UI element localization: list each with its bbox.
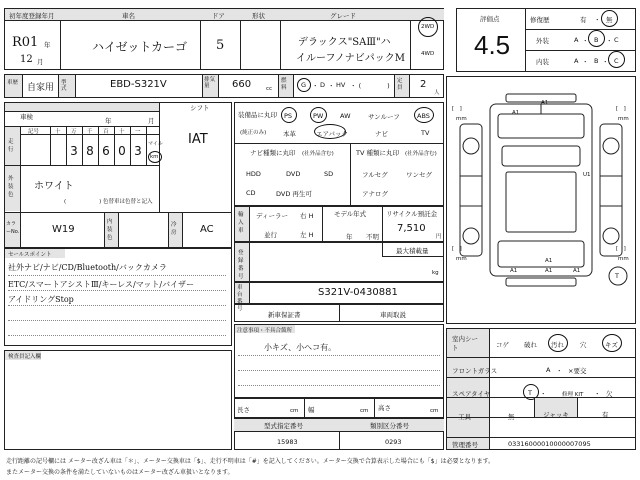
inspect-month-unit: 月	[148, 117, 155, 125]
bracket-tl: [ ]	[452, 106, 462, 112]
import-right: 右 H	[300, 212, 314, 220]
tv-oneseg: ワンセグ	[406, 171, 432, 179]
tools-value: 無	[508, 413, 515, 421]
navi-cd: CD	[246, 189, 256, 197]
odo-header-sen: 千	[87, 129, 93, 135]
spare-label: スペアタイヤ	[452, 390, 491, 398]
type-label: 型式指定番号	[264, 422, 303, 430]
model-year-label: モデル年式	[334, 210, 367, 218]
tv-fullseg: フルセグ	[362, 171, 388, 179]
mm-tl: mm	[456, 116, 467, 122]
use-label: 車歴	[7, 80, 19, 86]
reg-year-unit: 年	[44, 41, 51, 49]
interior-label: 内装	[536, 58, 549, 66]
manage-label: 管理番号	[452, 441, 478, 449]
sales-line2: ETC/スマートアシストⅢ/キーレス/マット/バイザー	[8, 280, 195, 289]
inspect-year-unit: 年	[105, 117, 112, 125]
spare-t: T	[528, 389, 532, 397]
displacement-label: 排気量	[204, 77, 216, 89]
aircon-label: 冷房	[171, 222, 177, 236]
equip-abs: ABS	[417, 112, 430, 120]
grade-line2: イルーフノナビパックM	[296, 53, 405, 64]
equip-tv: TV	[421, 129, 430, 137]
notes-text: 小キズ、小ヘコ有。	[264, 343, 337, 352]
mark-a1-front-left: A1	[541, 100, 549, 106]
model-year-unknown: 不明	[366, 233, 379, 241]
import-parallel: 並行	[264, 231, 277, 239]
mark-a1-rear-1: A1	[545, 258, 553, 264]
shape-label: 形状	[252, 12, 265, 20]
grade-line1: デラックス"SAⅢ"ハ	[298, 37, 391, 48]
navi-dvd-play: DVD 再生可	[276, 190, 312, 198]
bracket-tr: [ ]	[616, 106, 626, 112]
tv-note: (社外品含む)	[405, 151, 437, 157]
repair-yes: 有	[580, 16, 587, 24]
cabin-stain: 汚れ	[551, 341, 564, 349]
mark-a1-rear-3: A1	[545, 268, 553, 274]
reg-month-value: 12	[20, 54, 33, 65]
bracket-br: [ ]	[616, 246, 626, 252]
equip-pw: PW	[313, 112, 324, 120]
max-load-unit: kg	[432, 270, 439, 276]
windshield-label: フロントガラス	[452, 367, 498, 375]
km-label: km	[150, 154, 159, 160]
car-body-diagram	[446, 76, 636, 324]
reg-year-value: R01	[12, 35, 39, 50]
interior-color-label: 内装色	[107, 219, 113, 241]
aircon-value: AC	[200, 224, 214, 235]
mark-a1-rear-2: A1	[510, 268, 518, 274]
inspect-label: 車検	[20, 113, 33, 121]
reg-number-label: 登録番号	[238, 250, 244, 280]
manual: 車両取説	[380, 311, 406, 319]
capacity-unit: 人	[434, 90, 440, 96]
navi-sd: SD	[324, 170, 334, 178]
model-value: EBD-S321V	[110, 79, 167, 90]
exterior-label: 外装	[536, 37, 549, 45]
fuel-g: G	[301, 81, 307, 89]
cabin-scratch: キズ	[605, 341, 618, 349]
interior-grade-a: A	[574, 57, 579, 65]
tv-analog: アナログ	[362, 190, 388, 198]
equip-sunroof: サンルーフ	[368, 113, 400, 121]
car-name-value: ハイゼットカーゴ	[92, 40, 188, 54]
notes-label: 注意事項・不具合箇所	[237, 328, 293, 334]
car-name-label: 車名	[122, 12, 135, 20]
equipment-note: (純正のみ)	[240, 130, 267, 136]
mm-bl: mm	[456, 256, 467, 262]
manage-value: 03316000010000007095	[508, 440, 591, 448]
color-value: ホワイト	[34, 181, 74, 192]
color-change-note: ( ) 色替車は色替と記入	[64, 199, 153, 205]
equip-airbag: エアバック	[316, 130, 348, 138]
odo-header-10man: 十	[55, 129, 61, 135]
jack-label: ジャッキ	[543, 411, 569, 419]
mark-a1-rear-4: A1	[573, 268, 581, 274]
type-value: 15983	[277, 438, 298, 446]
spare-kit: 修理 KIT	[562, 392, 584, 398]
displacement-value: 660	[232, 79, 252, 90]
windshield-a: A	[546, 366, 551, 374]
color-label: 外装色	[8, 176, 14, 198]
navi-title: ナビ種類に丸印	[250, 149, 296, 157]
new-warranty: 新車保証書	[268, 311, 301, 319]
windshield-x: ×要交	[568, 367, 587, 375]
chassis-value: S321V-0430881	[318, 287, 398, 298]
mm-br: mm	[618, 256, 629, 262]
length-label: 長さ	[237, 406, 250, 414]
odo-digit-5: 3	[134, 144, 142, 158]
exterior-grade-b: B	[594, 36, 599, 44]
inspector-box	[4, 350, 232, 450]
interior-grade-c: C	[614, 57, 619, 65]
capacity-value: 2	[420, 79, 427, 90]
length-unit: cm	[290, 408, 299, 414]
mark-a1-front-right: A1	[512, 110, 520, 116]
class-label: 類別区分番号	[370, 422, 409, 430]
cabin-burn: コゲ	[496, 341, 509, 349]
tv-title: TV 種類に丸印	[356, 149, 399, 157]
import-dealer: ディーラー	[256, 212, 288, 220]
recycle-unit: 円	[436, 234, 442, 240]
odo-digit-3: 6	[102, 144, 110, 158]
jack-value: 有	[602, 411, 609, 419]
cabin-hole: 穴	[580, 341, 587, 349]
footer-line1: 走行距離の記号欄には メーター改ざん車は「＊」、メーター交換車は「$」、走行不明車は「#」を記入してください。メーター交換で合算表示した場合にも「$」は必要となります。	[6, 458, 495, 465]
odo-digit-4: 0	[118, 144, 126, 158]
import-left: 左 H	[300, 231, 314, 239]
height-label: 高さ	[378, 404, 391, 412]
model-year-unit: 年	[346, 233, 353, 241]
sales-points-label: セールスポイント	[8, 252, 52, 258]
inspector-label: 検査員記入欄	[8, 354, 42, 360]
odo-digit-1: 3	[70, 144, 78, 158]
equip-ps: PS	[284, 112, 293, 120]
sales-line3: アイドリングStop	[8, 295, 74, 304]
repair-no: 無	[606, 16, 613, 24]
fuel-d: D	[320, 81, 326, 89]
equip-navi: ナビ	[375, 130, 388, 138]
score-label: 評価点	[480, 15, 500, 23]
max-load-label: 最大積載量	[396, 247, 429, 255]
navi-dvd: DVD	[286, 170, 301, 178]
odometer-label: 走行	[8, 139, 14, 153]
mile-label: マイル	[148, 141, 163, 147]
door-value: 5	[216, 38, 225, 53]
color-no-label: カラーNo.	[6, 221, 20, 235]
width-unit: cm	[360, 408, 369, 414]
color-no-value: W19	[52, 224, 75, 235]
fuel-hv: HV	[336, 81, 346, 89]
height-unit: cm	[430, 408, 439, 414]
cabin-tear: 破れ	[524, 341, 537, 349]
spare-missing: 欠	[606, 390, 613, 398]
fuel-label: 燃料	[281, 78, 287, 91]
interior-grade-b: B	[594, 57, 599, 65]
equip-leather: 本革	[283, 130, 296, 138]
drive-2wd: 2WD	[421, 24, 435, 30]
score-value: 4.5	[474, 30, 511, 60]
door-label: ドア	[212, 12, 225, 20]
sales-line1: 社外ナビ/ナビ/CD/Bluetooth/バックカメラ	[8, 263, 167, 272]
notes-box	[234, 324, 444, 398]
odo-header-code: 記号	[28, 129, 40, 135]
reg-month-unit: 月	[37, 58, 44, 66]
footer-line2: またメーター交換の条件を満たしていないものはメーター改ざん車扱いとなります。	[6, 469, 234, 476]
grade-label: グレード	[330, 12, 356, 20]
odo-header-ju: 十	[119, 129, 125, 135]
navi-hdd: HDD	[246, 170, 261, 178]
tools-label: 工具	[458, 413, 471, 421]
exterior-grade-c: C	[614, 36, 619, 44]
exterior-grade-a: A	[574, 36, 579, 44]
mark-u1: U1	[583, 172, 591, 178]
class-value: 0293	[385, 438, 402, 446]
fuel-other: ・ ( )	[350, 82, 390, 90]
chassis-label: 車台番号	[237, 285, 243, 312]
shift-label: シフト	[190, 104, 210, 112]
import-label: 輸入車	[238, 212, 244, 234]
drive-4wd: 4WD	[421, 51, 435, 57]
odo-header-man: 万	[71, 129, 77, 135]
width-label: 幅	[308, 406, 315, 414]
spare-t-mark: T	[615, 272, 619, 280]
equip-aw: AW	[340, 112, 351, 120]
repair-label: 修復歴	[530, 16, 550, 24]
recycle-value: 7,510	[397, 223, 426, 234]
model-label: 型式	[61, 80, 67, 92]
odo-digit-2: 8	[86, 144, 94, 158]
cabin-label: 室内シート	[452, 335, 478, 352]
odo-header-hyaku: 百	[103, 129, 109, 135]
mm-tr: mm	[618, 116, 629, 122]
navi-note: (社外品含む)	[302, 151, 334, 157]
recycle-label: リサイクル預託金	[386, 210, 438, 218]
equipment-title: 装備品に丸印	[238, 111, 277, 119]
shift-value: IAT	[188, 132, 208, 147]
repair-dot: ・	[594, 16, 601, 24]
odo-header-ichi: 一	[135, 129, 141, 135]
reg-date-label: 初年度登録年月	[9, 12, 55, 20]
displacement-unit: cc	[266, 86, 273, 92]
dimensions-box	[234, 398, 444, 418]
bracket-bl: [ ]	[452, 246, 462, 252]
capacity-label: 定員	[397, 78, 403, 91]
use-value: 自家用	[27, 83, 55, 93]
